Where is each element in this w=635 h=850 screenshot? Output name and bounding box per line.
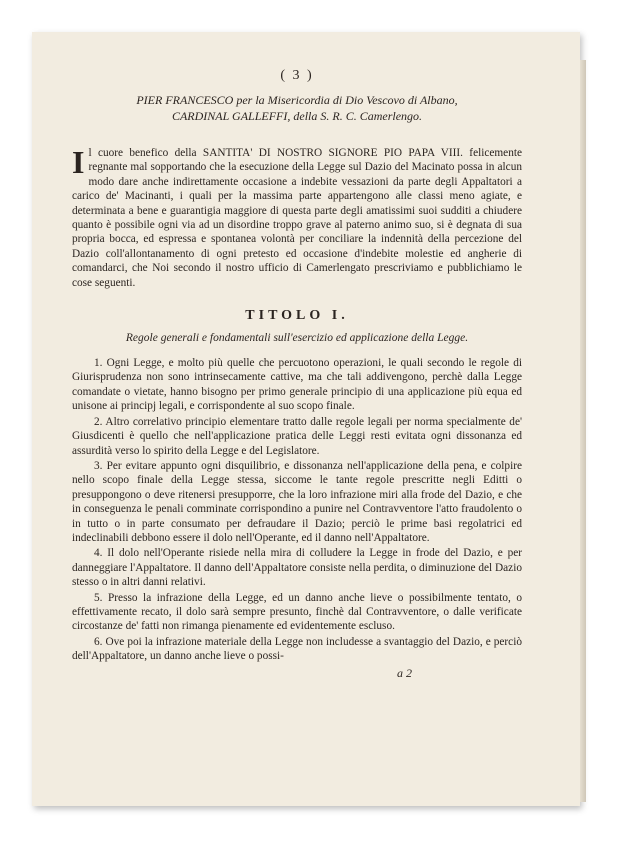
- article-3: 3. Per evitare appunto ogni disquilibrio, e dissonanza nell'applicazione della pena, e colpire nello scopo finale della Legge stessa, siccome le tante regole prescritte negli Editti o presuppongono o deve ritenersi presupporre, che la loro infrazione miri alla frode del Dazio, e che in conseguenza le penali comminate corrispondino a punire nel Contravventore l'atto fraudolento o in tutto o in parte consumato per defraudare il Dazio; perciò le prime basi regolatrici ed indeclinabili debbono essere il dolo nell'Operante, ed il danno nell'Appaltatore.: [72, 459, 522, 544]
- section-title: TITOLO I.: [245, 308, 349, 324]
- article-1: 1. Ogni Legge, e molto più quelle che percuotono operazioni, le quali secondo le regole di Giurisprudenza non sono intrinsecamente cattive, ma che tali addivengono, perchè dalla Legge comandate o vietate, hanno bisogno per primo generale principio di una applicazione più equa ed unisone ai principj legali, e corrispondente al suo scopo finale.: [72, 357, 522, 413]
- page-edge: [580, 60, 586, 802]
- header-line-1: PIER FRANCESCO per la Misericordia di Dio Vescovo di Albano,: [136, 93, 458, 107]
- article-5: 5. Presso la infrazione della Legge, ed un danno anche lieve o possibilmente tentato, o effettivamente recato, il dolo sarà sempre presunto, finchè dal Contravventore, o dalle verificate circostanze de' fatti non rimanga pienamente ed evidentemente escluso.: [72, 591, 522, 633]
- article-6: 6. Ove poi la infrazione materiale della Legge non includesse a svantaggio del Dazio, e perciò dell'Appaltatore, un danno anche lieve o possi-: [72, 635, 522, 663]
- document-header: [72, 92, 522, 124]
- page-text: [72, 68, 522, 681]
- article-4: 4. Il dolo nell'Operante risiede nella mira di colludere la Legge in frode del Dazio, e per danneggiare l'Appaltatore. Il danno dell'Appaltatore consiste nella perdita, o diminuzione del Dazio stesso o in altri danni relativi.: [72, 547, 522, 589]
- header-line-2: CARDINAL GALLEFFI, della S. R. C. Camerlengo.: [171, 109, 423, 123]
- signature-mark: a 2: [397, 665, 412, 680]
- article-2: 2. Altro correlativo principio elementare tratto dalle regole legali per norma specialmente de' Giusdicenti è quello che nell'applicazione pratica delle Leggi resti evitata ogni dissonanza ed assurdità verso lo spirito della Legge e del Legislatore.: [72, 415, 522, 457]
- section-subtitle: Regole generali e fondamentali sull'esercizio ed applicazione della Legge.: [125, 332, 469, 345]
- page-number: ( 3 ): [280, 68, 314, 83]
- intro-paragraph: [72, 146, 522, 290]
- drop-cap: I: [72, 144, 85, 180]
- intro-text: l cuore benefico della SANTITA' DI NOSTRO SIGNORE PIO PAPA VIII. felicemente regnante mal sopportando che la esecuzione della Legge sul Dazio del Macinato possa in alcun modo dare anche indirettamente occasione a indebite vessazioni da parte degli Appaltatori a carico de' Macinanti, i quali per la massima parte appartengono alle classi meno agiate, e determinata a bene e guarantigia maggiore di questa parte degli amatissimi suoi sudditi a chiudere quanto è possibile ogni via ad un disordine troppo grave al paterno animo suo, si è degnata di sua propria bocca, ed espressa e spontanea volontà per conciliare la indennità della percezione del Dazio coll'allontanamento di ogni pretesto ed occasione d'indebite molestie ed angherie di comandarci, che Noi secondo il nostro ufficio di Camerlengato prescriviamo e pubblichiamo le cose seguenti.: [72, 147, 522, 289]
